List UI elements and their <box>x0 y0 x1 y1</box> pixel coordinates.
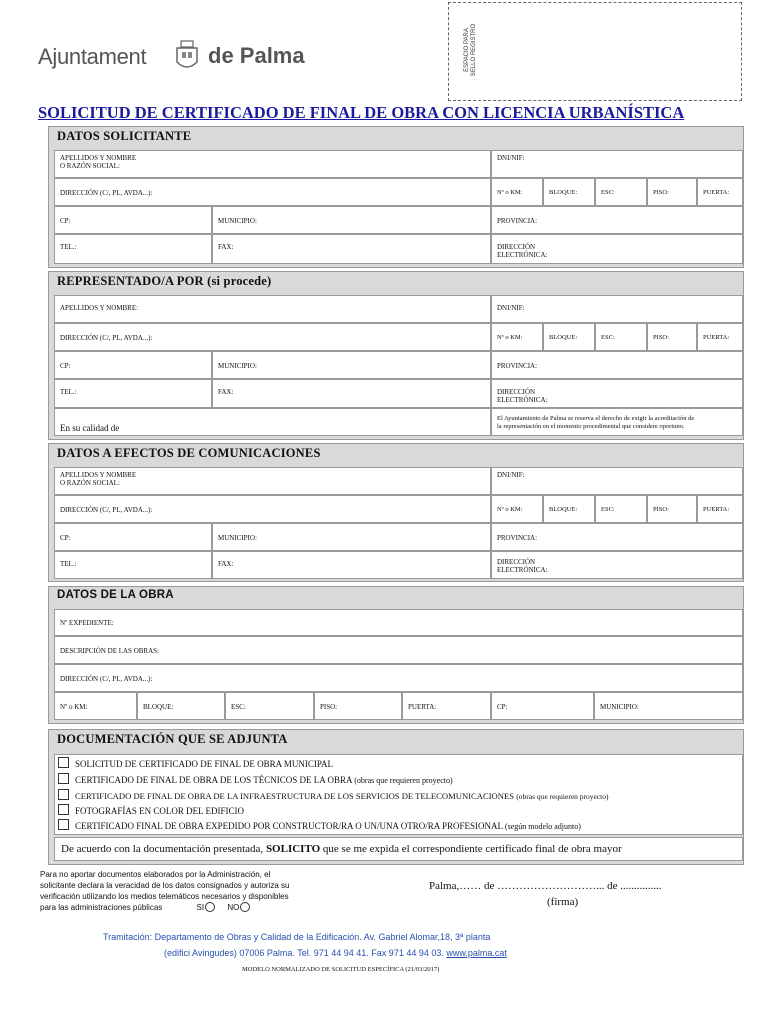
com-direccion-field[interactable]: DIRECCIÓN (C/, PL, AVDA...): <box>54 495 491 523</box>
expediente-field[interactable]: Nº EXPEDIENTE: <box>54 609 743 636</box>
obra-piso-field[interactable]: PISO: <box>314 692 402 720</box>
section-title: DOCUMENTACIÓN QUE SE ADJUNTA <box>57 732 288 746</box>
calidad-field[interactable]: En su calidad de <box>54 408 491 436</box>
com-bloque-field[interactable]: BLOQUE: <box>543 495 595 523</box>
com-cp-field[interactable]: CP: <box>54 523 212 551</box>
checkbox-icon[interactable] <box>58 773 69 784</box>
email-field[interactable]: DIRECCIÓN ELECTRÓNICA: <box>491 234 743 264</box>
section-title: DATOS DE LA OBRA <box>57 589 174 601</box>
doc-item-5[interactable]: CERTIFICADO FINAL DE OBRA EXPEDIDO POR CONSTRUCTOR/RA O UN/UNA OTRO/RA PROFESIONAL (según modelo adjunto) <box>58 819 581 831</box>
obra-municipio-field[interactable]: MUNICIPIO: <box>594 692 743 720</box>
lugar-fecha-line[interactable]: Palma,…… de ………………………... de ............... <box>429 880 662 892</box>
com-provincia-field[interactable]: PROVINCIA: <box>491 523 743 551</box>
rep-cp-field[interactable]: CP: <box>54 351 212 379</box>
doc-item-4[interactable]: FOTOGRAFÍAS EN COLOR DEL EDIFICIO <box>58 804 244 816</box>
obra-bloque-field[interactable]: BLOQUE: <box>137 692 225 720</box>
com-puerta-field[interactable]: PUERTA: <box>697 495 743 523</box>
footer-contacto: (edifici Avingudes) 07006 Palma. Tel. 971 44 94 41. Fax 971 44 94 03. www.palma.cat <box>164 948 507 958</box>
piso-field[interactable]: PISO: <box>647 178 697 206</box>
esc-field[interactable]: ESC: <box>595 178 647 206</box>
doc-item-1[interactable]: SOLICITUD DE CERTIFICADO DE FINAL DE OBRA MUNICIPAL <box>58 757 333 769</box>
direccion-field[interactable]: DIRECCIÓN (C/, PL, AVDA...): <box>54 178 491 206</box>
checkbox-icon[interactable] <box>58 804 69 815</box>
doc-item-2[interactable]: CERTIFICADO DE FINAL DE OBRA DE LOS TÉCNICOS DE LA OBRA (obras que requieren proyecto) <box>58 773 453 785</box>
consent-no-radio[interactable] <box>240 902 250 912</box>
logo-de-palma-text: de Palma <box>208 43 305 68</box>
doc-item-3[interactable]: CERTIFICADO DE FINAL DE OBRA DE LA INFRAESTRUCTURA DE LOS SERVICIOS DE TELECOMUNICACIONES (obras que requieren proyecto) <box>58 789 609 801</box>
checkbox-icon[interactable] <box>58 789 69 800</box>
obra-puerta-field[interactable]: PUERTA: <box>402 692 491 720</box>
num-km-field[interactable]: Nº o KM: <box>491 178 543 206</box>
rep-municipio-field[interactable]: MUNICIPIO: <box>212 351 491 379</box>
com-dni-field[interactable]: DNI/NIF: <box>491 467 743 495</box>
com-num-km-field[interactable]: Nº o KM: <box>491 495 543 523</box>
municipio-field[interactable]: MUNICIPIO: <box>212 206 491 234</box>
obra-num-km-field[interactable]: Nº o KM: <box>54 692 137 720</box>
apellidos-field[interactable]: APELLIDOS Y NOMBRE O RAZÓN SOCIAL: <box>54 150 491 178</box>
obra-cp-field[interactable]: CP: <box>491 692 594 720</box>
logo-ajuntament-text: Ajuntament <box>38 44 147 69</box>
section-title: REPRESENTADO/A POR (si procede) <box>57 274 272 288</box>
com-email-field[interactable]: DIRECCIÓN ELECTRÓNICA: <box>491 551 743 579</box>
obra-esc-field[interactable]: ESC: <box>225 692 314 720</box>
section-title: DATOS A EFECTOS DE COMUNICACIONES <box>57 446 321 460</box>
com-esc-field[interactable]: ESC: <box>595 495 647 523</box>
section-solicitante <box>48 126 744 268</box>
representacion-note: El Ayuntamiento de Palma se reserva el derecho de exigir la acreditación de la representación en el momento procedimental que considere oportuno. <box>491 408 743 436</box>
cp-field[interactable]: CP: <box>54 206 212 234</box>
bloque-field[interactable]: BLOQUE: <box>543 178 595 206</box>
obra-direccion-field[interactable]: DIRECCIÓN (C/, PL, AVDA...): <box>54 664 743 692</box>
modelo-normalizado: MODELO NORMALIZADO DE SOLICITUD ESPECÍFICA (21/03/2017) <box>242 966 440 973</box>
stamp-label-line1: ESPACIO PARA <box>464 28 470 72</box>
form-title: SOLICITUD DE CERTIFICADO DE FINAL DE OBRA CON LICENCIA URBANÍSTICA <box>38 103 685 122</box>
rep-esc-field[interactable]: ESC: <box>595 323 647 351</box>
section-comunicaciones <box>48 443 744 582</box>
rep-email-field[interactable]: DIRECCIÓN ELECTRÓNICA: <box>491 379 743 408</box>
com-fax-field[interactable]: FAX: <box>212 551 491 579</box>
rep-dni-field[interactable]: DNI/NIF: <box>491 295 743 323</box>
com-apellidos-field[interactable]: APELLIDOS Y NOMBRE O RAZÓN SOCIAL: <box>54 467 491 495</box>
rep-puerta-field[interactable]: PUERTA: <box>697 323 743 351</box>
rep-num-km-field[interactable]: Nº o KM: <box>491 323 543 351</box>
com-piso-field[interactable]: PISO: <box>647 495 697 523</box>
section-obra <box>48 586 744 724</box>
consent-si-radio[interactable] <box>205 902 215 912</box>
dni-field[interactable]: DNI/NIF: <box>491 150 743 178</box>
solicito-statement: De acuerdo con la documentación presentada, SOLICITO que se me expida el correspondiente certificado final de obra mayor <box>54 837 743 861</box>
footer-tramitacion: Tramitación: Departamento de Obras y Calidad de la Edificación. Av. Gabriel Alomar,18, 3ª planta <box>103 932 491 942</box>
com-municipio-field[interactable]: MUNICIPIO: <box>212 523 491 551</box>
rep-fax-field[interactable]: FAX: <box>212 379 491 408</box>
rep-tel-field[interactable]: TEL.: <box>54 379 212 408</box>
descripcion-obras-field[interactable]: DESCRIPCIÓN DE LAS OBRAS: <box>54 636 743 664</box>
provincia-field[interactable]: PROVINCIA: <box>491 206 743 234</box>
section-representado <box>48 271 744 440</box>
registry-stamp-area <box>448 2 742 101</box>
stamp-label-line2: SELLO REGISTRO <box>471 23 477 77</box>
rep-bloque-field[interactable]: BLOQUE: <box>543 323 595 351</box>
checkbox-icon[interactable] <box>58 819 69 830</box>
website-link[interactable]: www.palma.cat <box>446 948 507 958</box>
com-tel-field[interactable]: TEL.: <box>54 551 212 579</box>
palma-crest-icon <box>172 38 202 74</box>
rep-apellidos-field[interactable]: APELLIDOS Y NOMBRE: <box>54 295 491 323</box>
section-title: DATOS SOLICITANTE <box>57 129 192 143</box>
rep-provincia-field[interactable]: PROVINCIA: <box>491 351 743 379</box>
rep-direccion-field[interactable]: DIRECCIÓN (C/, PL, AVDA...): <box>54 323 491 351</box>
fax-field[interactable]: FAX: <box>212 234 491 264</box>
firma-label: (firma) <box>547 896 579 908</box>
tel-field[interactable]: TEL.: <box>54 234 212 264</box>
rep-piso-field[interactable]: PISO: <box>647 323 697 351</box>
puerta-field[interactable]: PUERTA: <box>697 178 743 206</box>
consent-text: Para no aportar documentos elaborados por la Administración, el solicitante declara la veracidad de los datos consignados y autoriza su verificación utilizando los medios telemáticos necesarios y disponibles para las administraciones públicas SI NO <box>40 870 290 912</box>
checkbox-icon[interactable] <box>58 757 69 768</box>
